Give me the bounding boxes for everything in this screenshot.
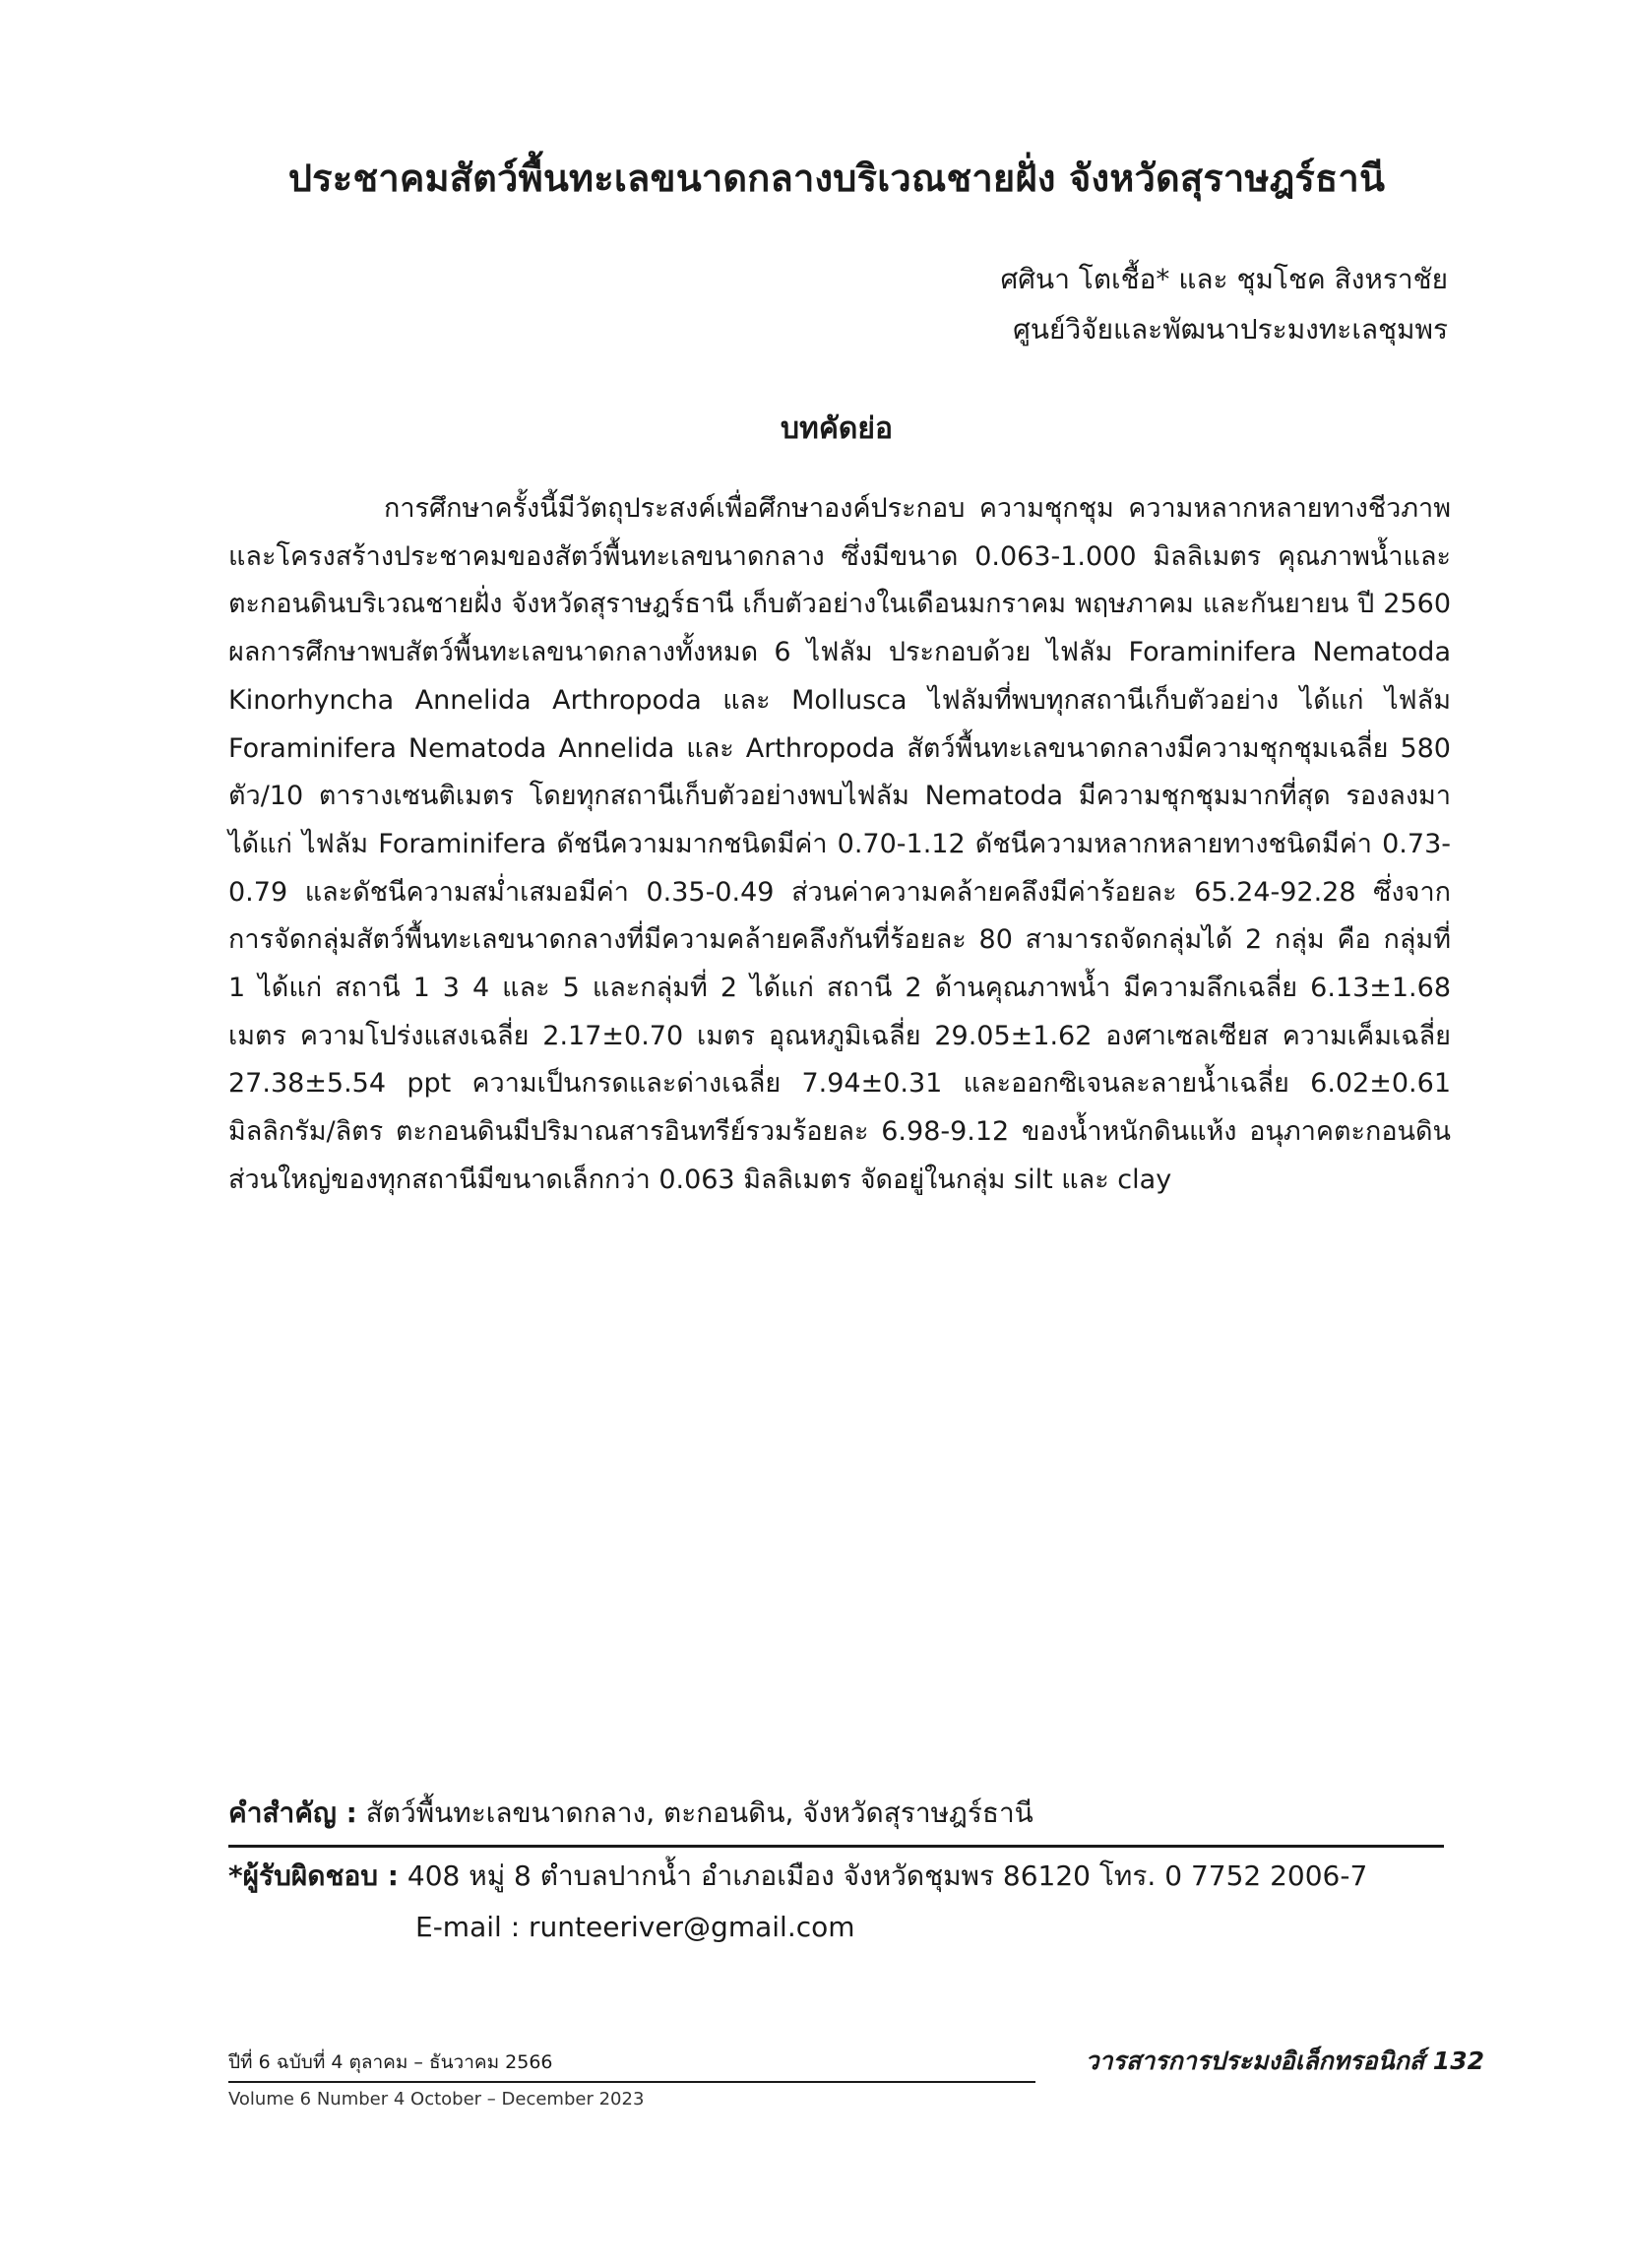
footer-journal-page: วารสารการประมงอิเล็กทรอนิกส์ 132 [1085,2047,1484,2075]
author-block [1001,254,1449,354]
keywords-text: สัตว์พื้นทะเลขนาดกลาง, ตะกอนดิน, จังหวัดสุราษฎร์ธานี [356,1796,1033,1829]
corresponding-label: *ผู้รับผิดชอบ : [228,1859,399,1892]
footer-issue-english: Volume 6 Number 4 October – December 2023 [228,2089,645,2110]
keywords-label: คำสำคัญ : [228,1796,357,1829]
footer-issue [228,2048,1035,2110]
footer-issue-thai: ปีที่ 6 ฉบับที่ 4 ตุลาคม – ธันวาคม 2566 [228,2048,1035,2083]
keywords-line [228,1792,1444,1848]
author-names: ศศินา โตเชื้อ* และ ชุมโชค สิงหราชัย [1000,263,1448,295]
corresponding-email: E-mail : runteeriver@gmail.com [415,1911,855,1943]
abstract-body: การศึกษาครั้งนี้มีวัตถุประสงค์เพื่อศึกษาองค์ประกอบ ความชุกชุม ความหลากหลายทางชีวภาพและโครงสร้างประชาคมของสัตว์พื้นทะเลขนาดกลาง ซึ่งมีขนาด 0.063-1.000 มิลลิเมตร คุณภาพน้ำและตะกอนดินบริเวณชายฝั่ง จังหวัดสุราษฎร์ธานี เก็บตัวอย่างในเดือนมกราคม พฤษภาคม และกันยายน ปี 2560 ผลการศึกษาพบสัตว์พื้นทะเลขนาดกลางทั้งหมด 6 ไฟลัม ประกอบด้วย ไฟลัม Foraminifera Nematoda Kinorhyncha Annelida Arthropoda และ Mollusca ไฟลัมที่พบทุกสถานีเก็บตัวอย่าง ได้แก่ ไฟลัม Foraminifera Nematoda Annelida และ Arthropoda สัตว์พื้นทะเลขนาดกลางมีความชุกชุมเฉลี่ย 580 ตัว/10 ตารางเซนติเมตร โดยทุกสถานีเก็บตัวอย่างพบไฟลัม Nematoda มีความชุกชุมมากที่สุด รองลงมาได้แก่ ไฟลัม Foraminifera ดัชนีความมากชนิดมีค่า 0.70-1.12 ดัชนีความหลากหลายทางชนิดมีค่า 0.73-0.79 และดัชนีความสม่ำเสมอมีค่า 0.35-0.49 ส่วนค่าความคล้ายคลึงมีค่าร้อยละ 65.24-92.28 ซึ่งจากการจัดกลุ่มสัตว์พื้นทะเลขนาดกลางที่มีความคล้ายคลึงกันที่ร้อยละ 80 สามารถจัดกลุ่มได้ 2 กลุ่ม คือ กลุ่มที่ 1 ได้แก่ สถานี 1 3 4 และ 5 และกลุ่มที่ 2 ได้แก่ สถานี 2 ด้านคุณภาพน้ำ มีความลึกเฉลี่ย 6.13±1.68 เมตร ความโปร่งแสงเฉลี่ย 2.17±0.70 เมตร อุณหภูมิเฉลี่ย 29.05±1.62 องศาเซลเซียส ความเค็มเฉลี่ย 27.38±5.54 ppt ความเป็นกรดและด่างเฉลี่ย 7.94±0.31 และออกซิเจนละลายน้ำเฉลี่ย 6.02±0.61 มิลลิกรัม/ลิตร ตะกอนดินมีปริมาณสารอินทรีย์รวมร้อยละ 6.98-9.12 ของน้ำหนักดินแห้ง อนุภาคตะกอนดินส่วนใหญ่ของทุกสถานีมีขนาดเล็กกว่า 0.063 มิลลิเมตร จัดอยู่ในกลุ่ม silt และ clay [228,493,1451,1195]
corresponding-address-line [228,1851,1459,1902]
paper-title: ประชาคมสัตว์พื้นทะเลขนาดกลางบริเวณชายฝั่ง จังหวัดสุราษฎร์ธานี [287,157,1386,200]
author-affiliation: ศูนย์วิจัยและพัฒนาประมงทะเลชุมพร [1013,313,1448,346]
corresponding-address: 408 หมู่ 8 ตำบลปากน้ำ อำเภอเมือง จังหวัดชุมพร 86120 โทร. 0 7752 2006-7 [399,1859,1368,1892]
abstract-heading: บทคัดย่อ [781,411,893,446]
corresponding-author [228,1851,1459,1953]
